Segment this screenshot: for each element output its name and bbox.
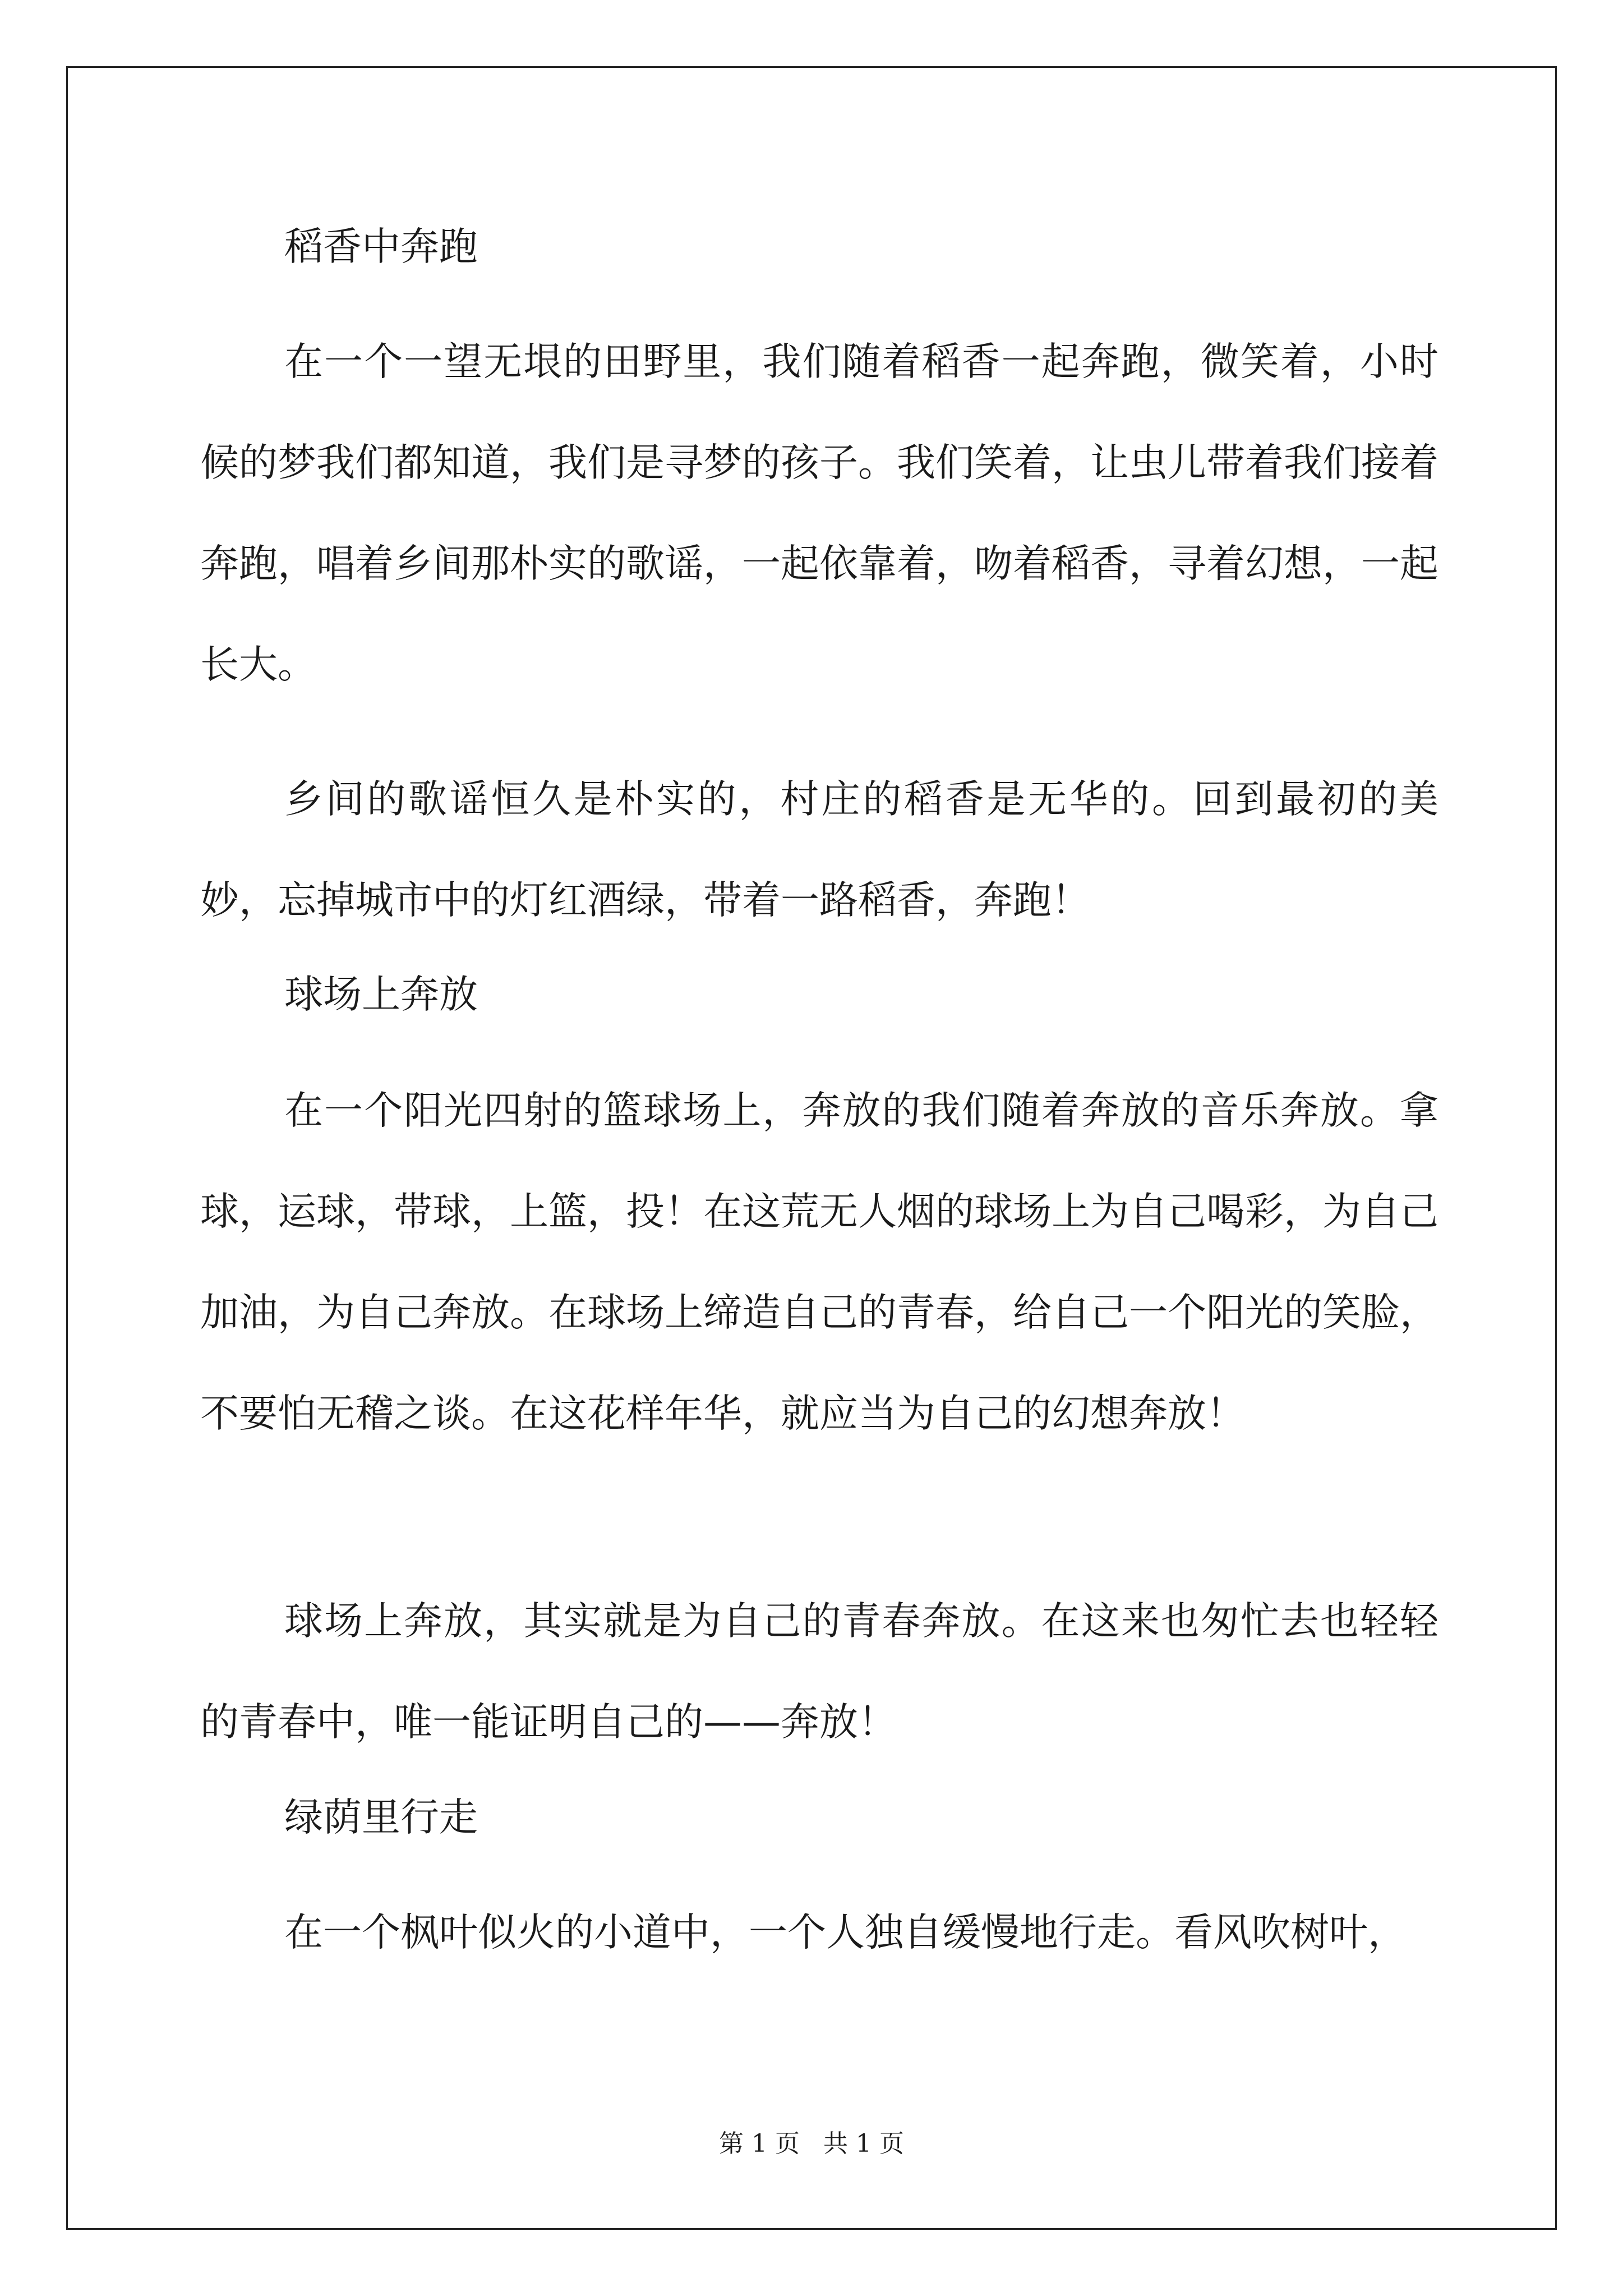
- section-heading: 球场上奔放: [284, 972, 478, 1017]
- page-number-footer: 第 1 页 共 1 页: [719, 2129, 904, 2158]
- paragraph-text: 在一个枫叶似火的小道中，一个人独自缓慢地行走。看风吹树叶，: [284, 1910, 1407, 1955]
- paragraph: [200, 1060, 1438, 1464]
- section-heading: 稻香中奔跑: [284, 224, 478, 269]
- paragraph: [200, 749, 1438, 951]
- paragraph-text: 在一个阳光四射的篮球场上，奔放的我们随着奔放的音乐奔放。拿球，运球，带球，上篮，投！在这荒无人烟的球场上为自己喝彩，为自己加油，为自己奔放。在球场上缔造自己的青春，给自己一个阳光的笑脸，不要怕无稽之谈。在这花样年华，就应当为自己的幻想奔放！: [200, 1088, 1438, 1436]
- paragraph-text: 乡间的歌谣恒久是朴实的，村庄的稻香是无华的。回到最初的美妙，忘掉城市中的灯红酒绿，带着一路稻香，奔跑！: [200, 777, 1438, 923]
- section-heading: 绿荫里行走: [284, 1795, 478, 1840]
- paragraph-text: 在一个一望无垠的田野里，我们随着稻香一起奔跑，微笑着，小时候的梦我们都知道，我们是寻梦的孩子。我们笑着，让虫儿带着我们接着奔跑，唱着乡间那朴实的歌谣，一起依靠着，吻着稻香，寻着幻想，一起长大。: [200, 339, 1438, 687]
- paragraph: [200, 1882, 1438, 1983]
- paragraph: [200, 311, 1438, 715]
- paragraph-text: 球场上奔放，其实就是为自己的青春奔放。在这来也匆忙去也轻轻的青春中，唯一能证明自己的——奔放！: [200, 1599, 1438, 1745]
- paragraph: [200, 1571, 1438, 1773]
